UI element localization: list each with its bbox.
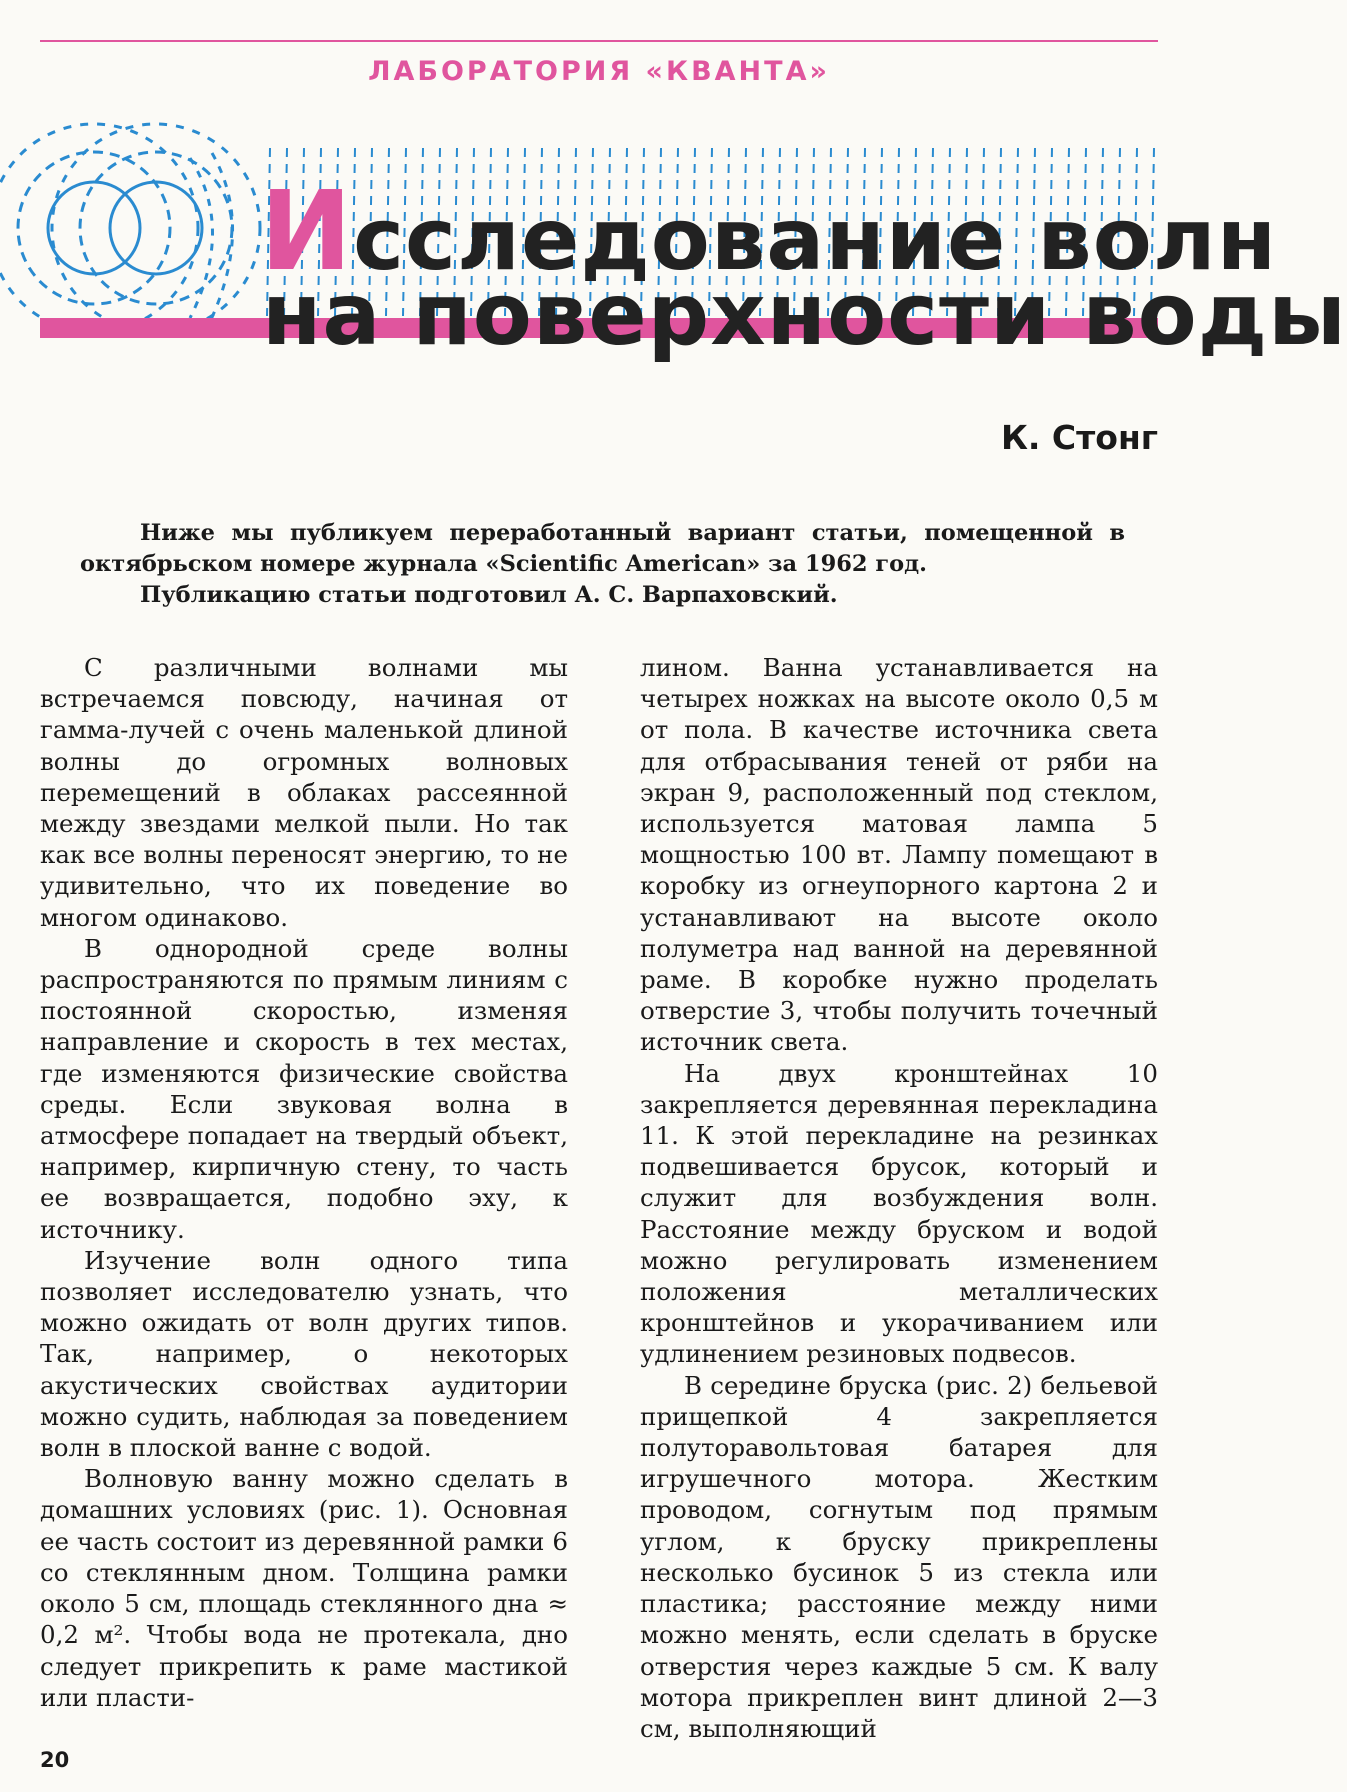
body-paragraph: В середине бруска (рис. 2) бельевой прищепкой 4 закрепляется полуторавольтовая батарея для игрушечного мотора. Жестким проводом, согнутым под прямым углом, к бруску прикреплены несколько бусинок 5 из стекла или пластика; расстояние между ними можно менять, если сделать в бруске отверстия через каждые 5 см. К валу мотора прикреплен винт длиной 2—3 см, выполняющий (640, 1370, 1158, 1743)
wave-circle (48, 182, 140, 274)
intro-paragraph-1: Ниже мы публикуем переработанный вариант статьи, помещенной в октябрьском номере журнала «Scientific American» за 1962 год. (80, 520, 1125, 577)
wave-circle (0, 124, 198, 332)
intro-paragraph-2: Публикацию статьи подготовил А. С. Варпаховский. (140, 582, 838, 608)
body-column-left (40, 652, 568, 1713)
body-paragraph: лином. Ванна устанавливается на четырех ножках на высоте около 0,5 м от пола. В качестве источника света для отбрасывания теней от ряби на экран 9, расположенный под стеклом, используется матовая лампа 5 мощностью 100 вт. Лампу помещают в коробку из огнеупорного картона 2 и устанавливают на высоте около полуметра над ванной на деревянной раме. В коробке нужно проделать отверстие 3, чтобы получить точечный источник света. (640, 653, 1158, 1057)
wave-circle (110, 182, 202, 274)
wave-circle (18, 152, 170, 304)
title-line1-rest: сследование волн (353, 190, 1278, 290)
body-paragraph: В однородной среде волны распространяются по прямым линиям с постоянной скоростью, изменяя направление и скорость в тех местах, где изменяются физические свойства среды. Если звуковая волна в атмосфере попадает на твердый объект, например, кирпичную стену, то часть ее возвращается, подобно эху, к источнику. (40, 933, 568, 1244)
top-rule (40, 40, 1158, 42)
body-column-right (640, 652, 1158, 1744)
page-number: 20 (40, 1748, 70, 1772)
body-paragraph: С различными волнами мы встречаемся повсюду, начиная от гамма-лучей с очень маленькой длиной волны до огромных волновых перемещений в облаках рассеянной между звездами мелкой пыли. Но так как все волны переносят энергию, то не удивительно, что их поведение во многом одинаково. (40, 653, 568, 932)
article-title-line-2: на поверхности воды (262, 265, 1347, 365)
author-name: К. Стонг (1000, 418, 1158, 457)
section-label: ЛАБОРАТОРИЯ «КВАНТА» (368, 56, 830, 87)
editorial-intro (80, 518, 1125, 611)
body-paragraph: Изучение волн одного типа позволяет исследователю узнать, что можно ожидать от волн других типов. Так, например, о некоторых акустических свойствах аудитории можно судить, наблюдая за поведением волн в плоской ванне с водой. (40, 1245, 568, 1463)
title-initial: И (260, 167, 354, 295)
body-paragraph: Волновую ванну можно сделать в домашних условиях (рис. 1). Основная ее часть состоит из деревянной рамки 6 со стеклянным дном. Толщина рамки около 5 см, площадь стеклянного дна ≈ 0,2 м². Чтобы вода не протекала, дно следует прикрепить к раме мастикой или пласти- (40, 1464, 568, 1712)
wave-arc (208, 153, 233, 326)
body-paragraph: На двух кронштейнах 10 закрепляется деревянная перекладина 11. К этой перекладине на резинках подвешивается брусок, который и служит для возбуждения волн. Расстояние между бруском и водой можно регулировать изменением положения металлических кронштейнов и укорачиванием или удлинением резиновых подвесов. (640, 1058, 1158, 1369)
wave-circle (80, 152, 232, 304)
wave-circle (52, 124, 260, 332)
